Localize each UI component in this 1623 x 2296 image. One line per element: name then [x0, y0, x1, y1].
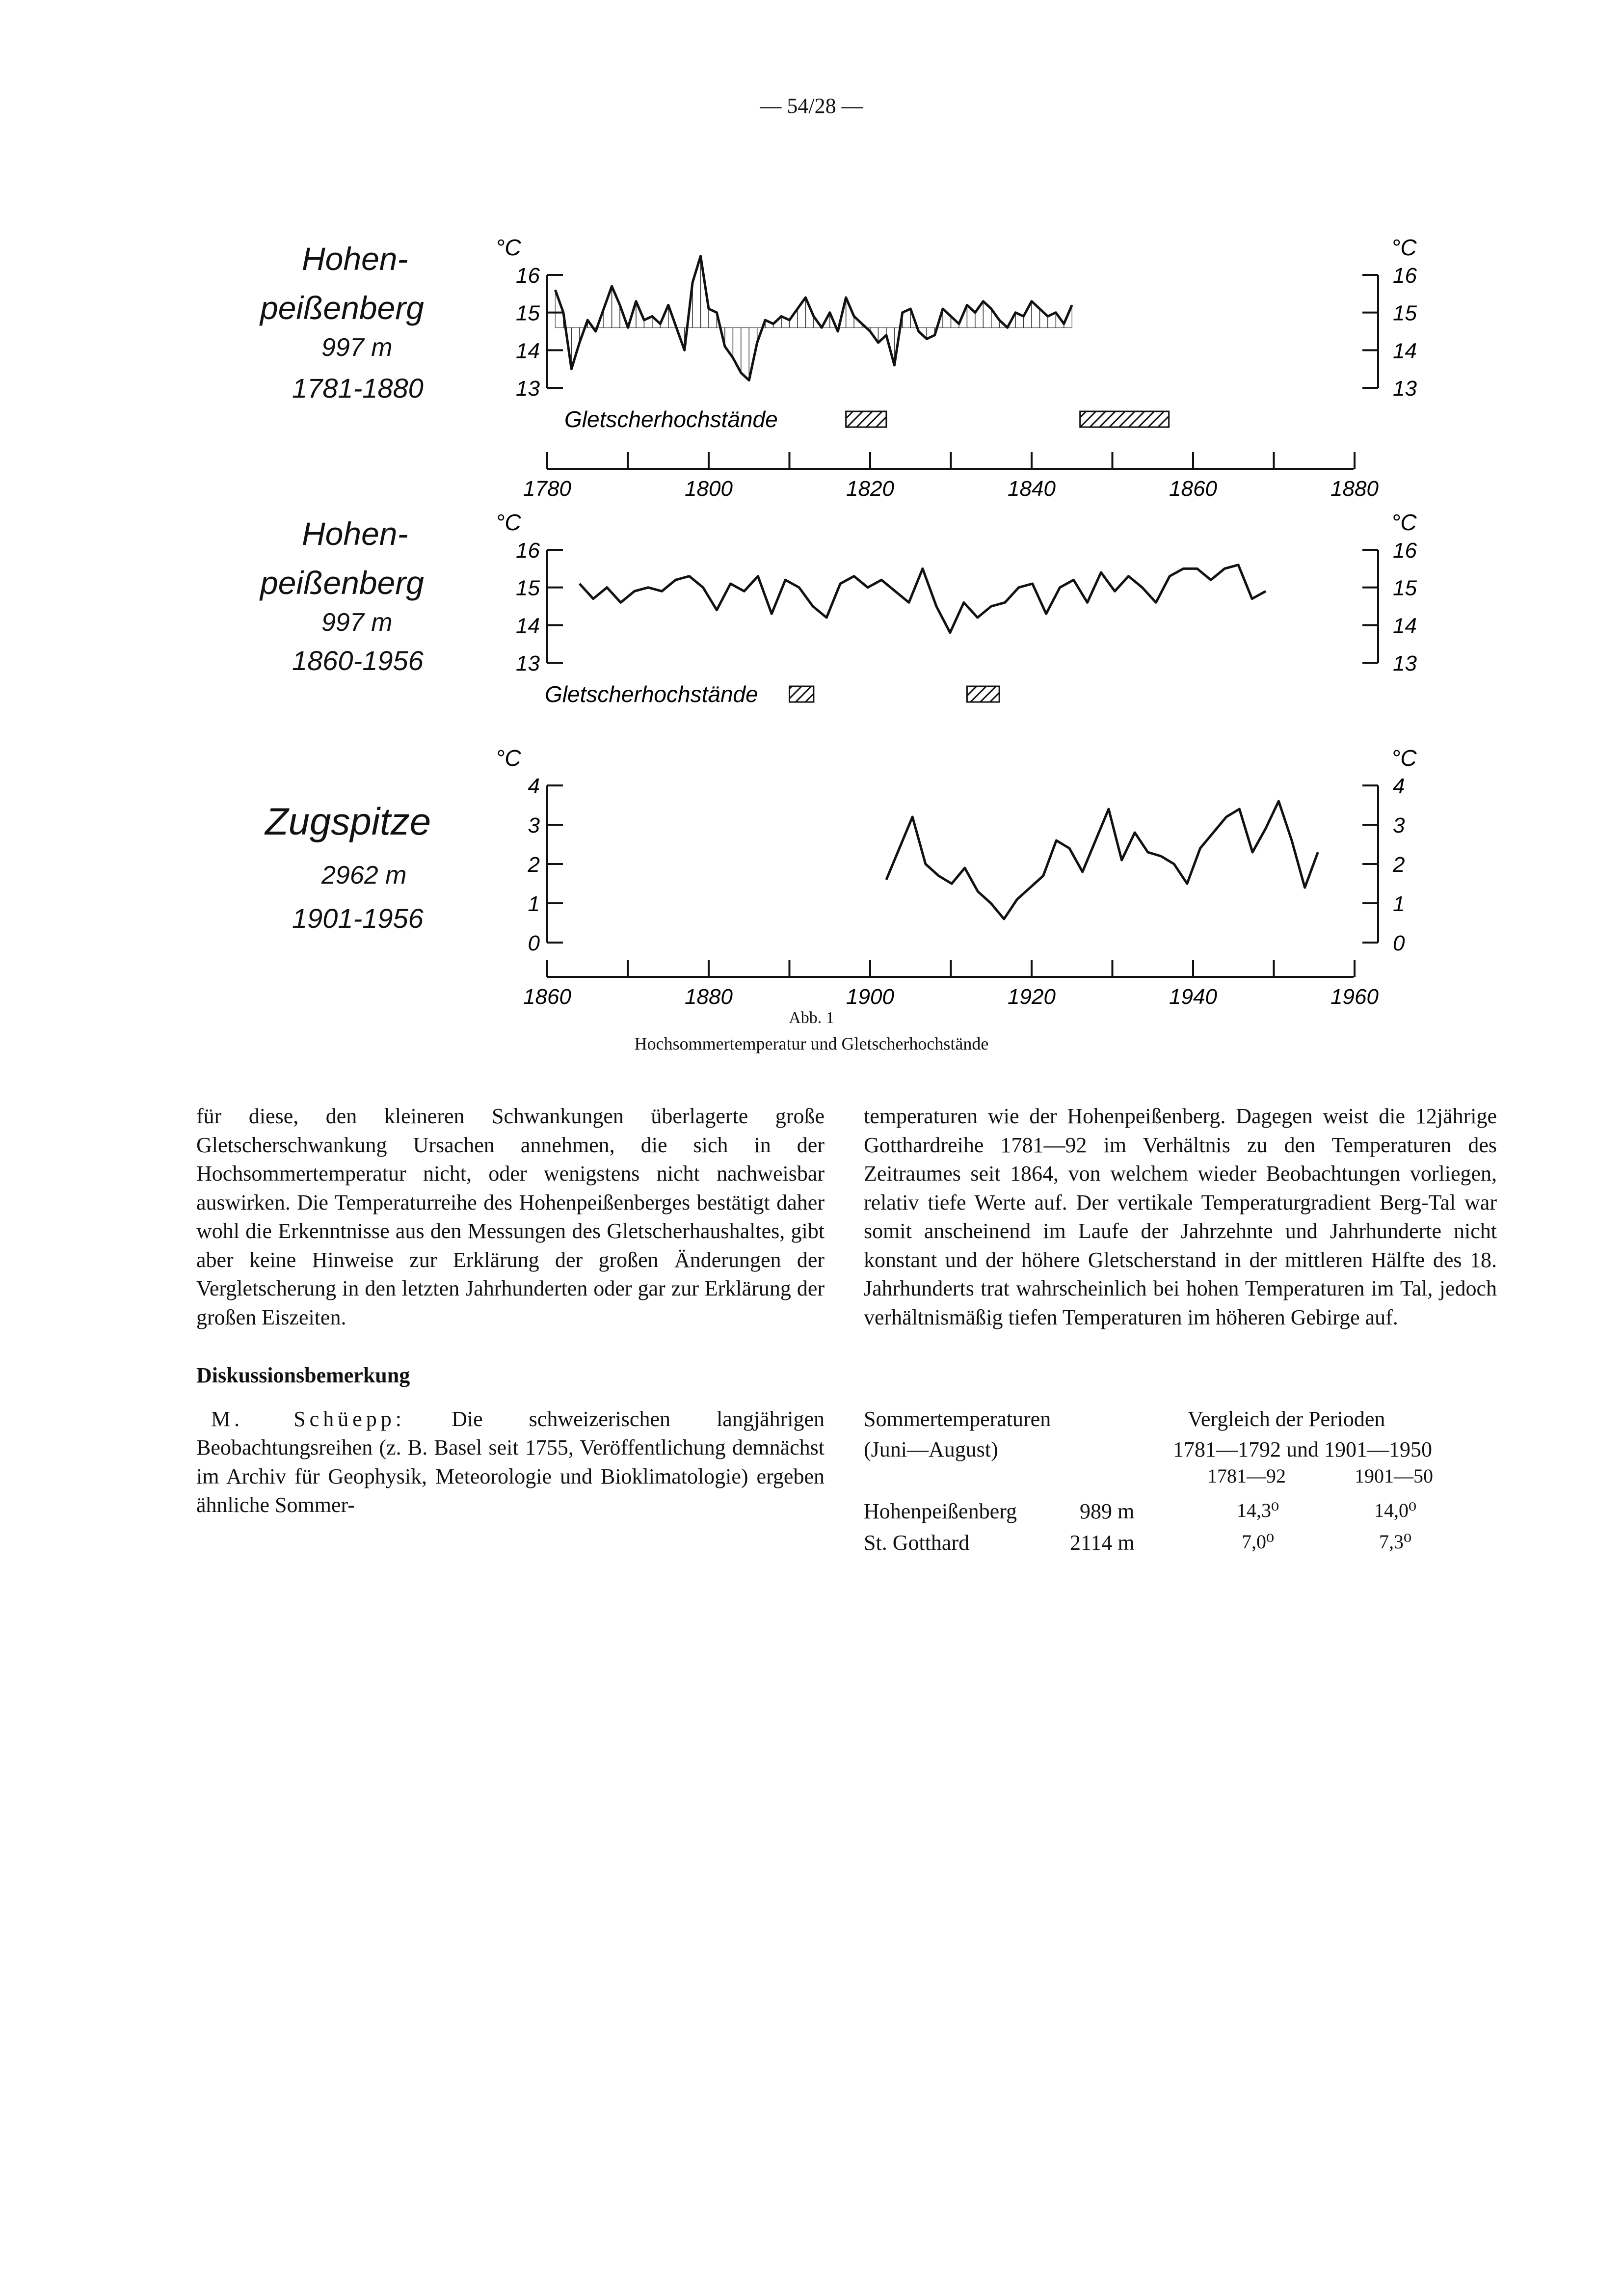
unit-label: °C — [496, 745, 521, 771]
x-tick-label: 1880 — [1330, 477, 1379, 501]
glacier-bar — [846, 411, 886, 427]
y-axis-panel-1 — [496, 235, 1417, 401]
x-tick-label: 1780 — [523, 477, 571, 501]
remark-text: Die schweizerischen langjährigen Beobachtungsreihen (z. B. Basel seit 1755, Veröffentlichung demnächst im Archiv für Geophysik, Meteorologie und Bioklimatologie) ergeben ähnliche Sommer- — [196, 1406, 825, 1517]
glacier-label: Gletscherhochstände — [545, 681, 758, 707]
panel-2-series — [545, 565, 1266, 707]
y-tick-label: 16 — [516, 539, 540, 563]
discussion-remark — [196, 1405, 825, 1520]
temperature-line — [580, 565, 1266, 633]
y-tick-label: 13 — [516, 651, 540, 675]
table-title-1: Sommertemperaturen — [864, 1407, 1051, 1431]
panel-3-series — [886, 801, 1318, 919]
body-paragraph: für diese, den kleineren Schwankungen überlagerte große Gletscherschwankung Ursachen annehmen, die sich in der Hochsommertemperatur nicht, oder wenigstens nicht nachweisbar auswirken. Die Temperaturreihe des Hohenpeißenberges bestätigt daher wohl die Erkenntnisse aus den Messungen des Gletscherhaushaltes, gibt aber keine Hinweise zur Erklärung der großen Änderungen der Vergletscherung in den letzten Jahrhunderten oder gar zur Erklärung der großen Eiszeiten. — [196, 1104, 825, 1329]
table-row-altitude: 989 m — [1080, 1499, 1135, 1523]
y-axis-panel-3 — [496, 745, 1417, 955]
table-row-v2: 7,3⁰ — [1379, 1531, 1412, 1553]
station-altitude: 997 m — [321, 333, 393, 362]
y-tick-label: 14 — [516, 339, 540, 363]
station-name: Zugspitze — [265, 800, 431, 843]
y-tick-label: 2 — [528, 853, 540, 877]
y-tick-label: 15 — [516, 576, 540, 600]
table-row-altitude: 2114 m — [1070, 1531, 1135, 1555]
table-col2-header: 1901—50 — [1355, 1465, 1433, 1487]
y-tick-label: 3 — [528, 813, 540, 837]
y-tick-label: 1 — [528, 892, 540, 916]
glacier-label: Gletscherhochstände — [564, 406, 778, 432]
station-name: peißenberg — [260, 290, 424, 326]
table-row-station: Hohenpeißenberg — [864, 1499, 1017, 1523]
y-tick-label: 0 — [1393, 931, 1405, 955]
station-period: 1901-1956 — [292, 903, 424, 934]
figure-number: Abb. 1 — [789, 1009, 834, 1027]
y-tick-label: 14 — [1393, 614, 1417, 638]
unit-label: °C — [1391, 745, 1417, 771]
y-tick-label: 13 — [1393, 377, 1417, 401]
y-tick-label: 13 — [1393, 651, 1417, 675]
y-tick-label: 3 — [1393, 813, 1405, 837]
glacier-bar — [1080, 411, 1169, 427]
panel-1-series — [555, 256, 1169, 432]
station-label-3 — [264, 800, 431, 934]
x-tick-label: 1860 — [1169, 477, 1217, 501]
x-axis-bottom — [523, 960, 1379, 1009]
y-tick-label: 4 — [528, 774, 540, 798]
station-name: Hohen- — [302, 241, 408, 277]
temperature-line — [886, 801, 1318, 919]
x-tick-label: 1800 — [685, 477, 733, 501]
figure-title: Hochsommertemperatur und Gletscherhochstände — [634, 1034, 989, 1053]
temperature-line — [555, 256, 1072, 380]
glacier-bar — [967, 686, 999, 702]
table-title-2: (Juni—August) — [864, 1437, 998, 1461]
station-period: 1781-1880 — [292, 373, 424, 404]
table-row-v1: 14,3⁰ — [1237, 1499, 1279, 1521]
x-tick-label: 1860 — [523, 985, 571, 1009]
right-column — [864, 1102, 1497, 1332]
table-compare-sub: 1781—1792 und 1901—1950 — [1173, 1437, 1432, 1461]
unit-label: °C — [496, 510, 521, 535]
station-altitude: 997 m — [321, 608, 393, 637]
x-axis-top — [523, 452, 1379, 501]
table-compare-header: Vergleich der Perioden — [1188, 1407, 1385, 1431]
table-col1-header: 1781—92 — [1207, 1465, 1286, 1487]
x-tick-label: 1920 — [1008, 985, 1056, 1009]
table-row-v2: 14,0⁰ — [1374, 1499, 1417, 1521]
y-tick-label: 16 — [1393, 539, 1417, 563]
hatch-segment — [612, 286, 620, 327]
station-altitude: 2962 m — [321, 861, 407, 890]
y-tick-label: 16 — [516, 264, 540, 288]
y-tick-label: 1 — [1393, 892, 1405, 916]
station-label-2 — [259, 515, 424, 676]
station-label-1 — [259, 241, 424, 404]
y-tick-label: 16 — [1393, 264, 1417, 288]
unit-label: °C — [496, 235, 521, 260]
page-number: — 54/28 — — [760, 94, 863, 118]
left-column — [196, 1102, 825, 1520]
y-tick-label: 13 — [516, 377, 540, 401]
y-tick-label: 15 — [516, 301, 540, 325]
section-heading: Diskussionsbemerkung — [196, 1363, 410, 1387]
y-tick-label: 15 — [1393, 301, 1417, 325]
glacier-bar — [790, 686, 814, 702]
station-name: Hohen- — [302, 515, 408, 552]
station-name: peißenberg — [260, 565, 424, 601]
x-tick-label: 1840 — [1008, 477, 1056, 501]
x-tick-label: 1900 — [846, 985, 894, 1009]
y-tick-label: 14 — [516, 614, 540, 638]
body-paragraph: temperaturen wie der Hohenpeißenberg. Dagegen weist die 12jährige Gotthardreihe 1781—92 im Verhältnis zu den Temperaturen des Zeitraumes seit 1864, von welchem wieder Beobachtungen vorliegen, relativ tiefe Werte auf. Der vertikale Temperaturgradient Berg-Tal war somit anscheinend im Laufe der Jahrzehnte und Jahrhunderte nicht konstant und der höhere Gletscherstand in der mittleren Hälfte des 18. Jahrhunderts trat wahrscheinlich bei hohen Temperaturen im Tal, jedoch verhältnismäßig tiefen Temperaturen im höheren Gebirge auf. — [864, 1104, 1497, 1329]
y-tick-label: 14 — [1393, 339, 1417, 363]
figure-abb-1 — [0, 0, 1623, 1080]
table-row-v1: 7,0⁰ — [1242, 1531, 1275, 1553]
table-row-station: St. Gotthard — [864, 1531, 970, 1555]
unit-label: °C — [1391, 510, 1417, 535]
y-tick-label: 2 — [1393, 853, 1405, 877]
y-tick-label: 15 — [1393, 576, 1417, 600]
speaker-name: M. Schüepp: — [211, 1406, 405, 1431]
y-tick-label: 0 — [528, 931, 540, 955]
x-tick-label: 1820 — [846, 477, 894, 501]
y-tick-label: 4 — [1393, 774, 1405, 798]
unit-label: °C — [1391, 235, 1417, 260]
x-tick-label: 1880 — [685, 985, 733, 1009]
station-period: 1860-1956 — [292, 645, 424, 676]
x-tick-label: 1940 — [1169, 985, 1217, 1009]
x-tick-label: 1960 — [1330, 985, 1379, 1009]
